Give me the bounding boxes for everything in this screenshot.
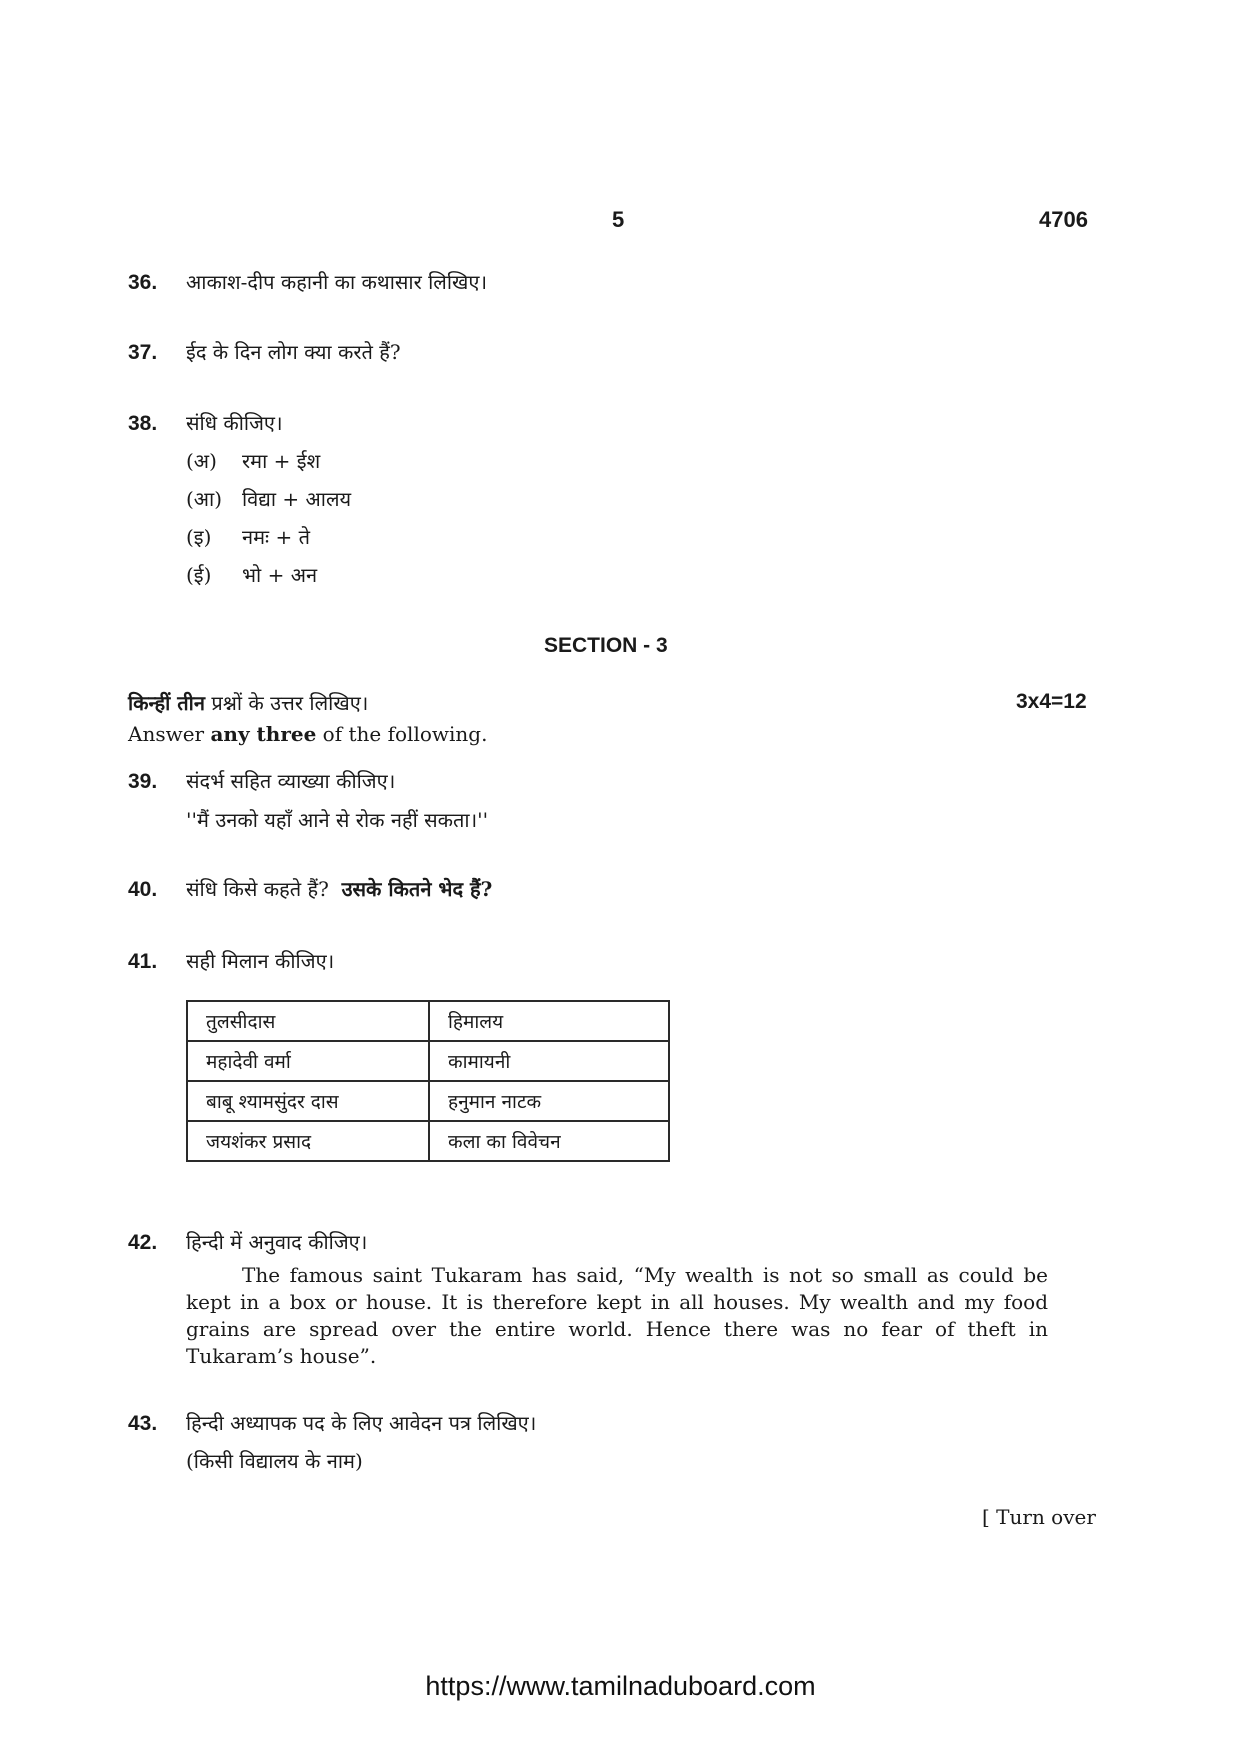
option-label: (अ)	[186, 449, 217, 473]
question-number: 36.	[128, 271, 158, 294]
question-text-part2: उसके कितने भेद हैं?	[341, 877, 493, 901]
option-text: रमा + ईश	[242, 449, 321, 473]
question-text: ईद के दिन लोग क्या करते हैं?	[186, 340, 401, 364]
option-text: भो + अन	[242, 563, 318, 587]
question-text: हिन्दी अध्यापक पद के लिए आवेदन पत्र लिखिए।	[186, 1411, 537, 1435]
table-cell-right: हिमालय	[429, 1001, 669, 1041]
instruction-rest: प्रश्नों के उत्तर लिखिए।	[204, 691, 369, 715]
question-text: संधि कीजिए।	[186, 411, 283, 435]
question-text: संदर्भ सहित व्याख्या कीजिए।	[186, 769, 396, 793]
option-label: (आ)	[186, 487, 223, 511]
footer-url[interactable]: https://www.tamilnaduboard.com	[425, 1671, 816, 1701]
page-number: 5	[612, 207, 625, 232]
question-number: 40.	[128, 878, 158, 901]
table-row	[187, 1121, 669, 1161]
table-row	[187, 1081, 669, 1121]
table-cell-right: हनुमान नाटक	[429, 1081, 669, 1121]
section-instruction-hindi	[128, 689, 368, 716]
section-instruction-english	[128, 722, 487, 746]
question-text: सही मिलान कीजिए।	[186, 949, 335, 973]
instruction-bold: any three	[210, 722, 317, 746]
option	[186, 485, 351, 512]
option-label: (ई)	[186, 563, 212, 587]
translation-passage: The famous saint Tukaram has said, “My wealth is not so small as could be kept in a box or house. It is therefore kept in all houses. My wealth and my food grains are spread over the entire world. Hence there was no fear of theft in Tukaram’s house”.	[186, 1263, 1048, 1368]
option-label: (इ)	[186, 525, 212, 549]
turn-over-note: [ Turn over	[982, 1505, 1096, 1529]
question-text: हिन्दी में अनुवाद कीजिए।	[186, 1230, 368, 1254]
table-cell-right: कामायनी	[429, 1041, 669, 1081]
instruction-bold: किन्हीं तीन	[128, 691, 205, 715]
question-number: 42.	[128, 1231, 158, 1254]
section-title: SECTION - 3	[544, 634, 668, 657]
question-text	[186, 875, 492, 902]
question-number: 38.	[128, 412, 158, 435]
table-row	[187, 1001, 669, 1041]
question-subtext: (किसी विद्यालय के नाम)	[186, 1449, 363, 1473]
instruction-pre: Answer	[128, 722, 211, 746]
table-cell-left: बाबू श्यामसुंदर दास	[187, 1081, 429, 1121]
option	[186, 447, 320, 474]
table-cell-right: कला का विवेचन	[429, 1121, 669, 1161]
section-marks: 3x4=12	[1016, 690, 1087, 713]
table-cell-left: तुलसीदास	[187, 1001, 429, 1041]
option	[186, 561, 317, 588]
option	[186, 523, 310, 550]
table-cell-left: जयशंकर प्रसाद	[187, 1121, 429, 1161]
paper-code: 4706	[1039, 207, 1088, 232]
question-number: 43.	[128, 1412, 158, 1435]
question-text: आकाश-दीप कहानी का कथासार लिखिए।	[186, 270, 488, 294]
question-number: 39.	[128, 770, 158, 793]
question-number: 37.	[128, 341, 158, 364]
option-text: विद्या + आलय	[242, 487, 352, 511]
option-text: नमः + ते	[242, 525, 310, 549]
table-row	[187, 1041, 669, 1081]
table-cell-left: महादेवी वर्मा	[187, 1041, 429, 1081]
question-number: 41.	[128, 950, 158, 973]
question-quote: ''मैं उनको यहाँ आने से रोक नहीं सकता।''	[186, 808, 489, 832]
match-table	[186, 1000, 670, 1162]
instruction-post: of the following.	[316, 722, 488, 746]
question-text-part1: संधि किसे कहते हैं?	[186, 877, 329, 901]
